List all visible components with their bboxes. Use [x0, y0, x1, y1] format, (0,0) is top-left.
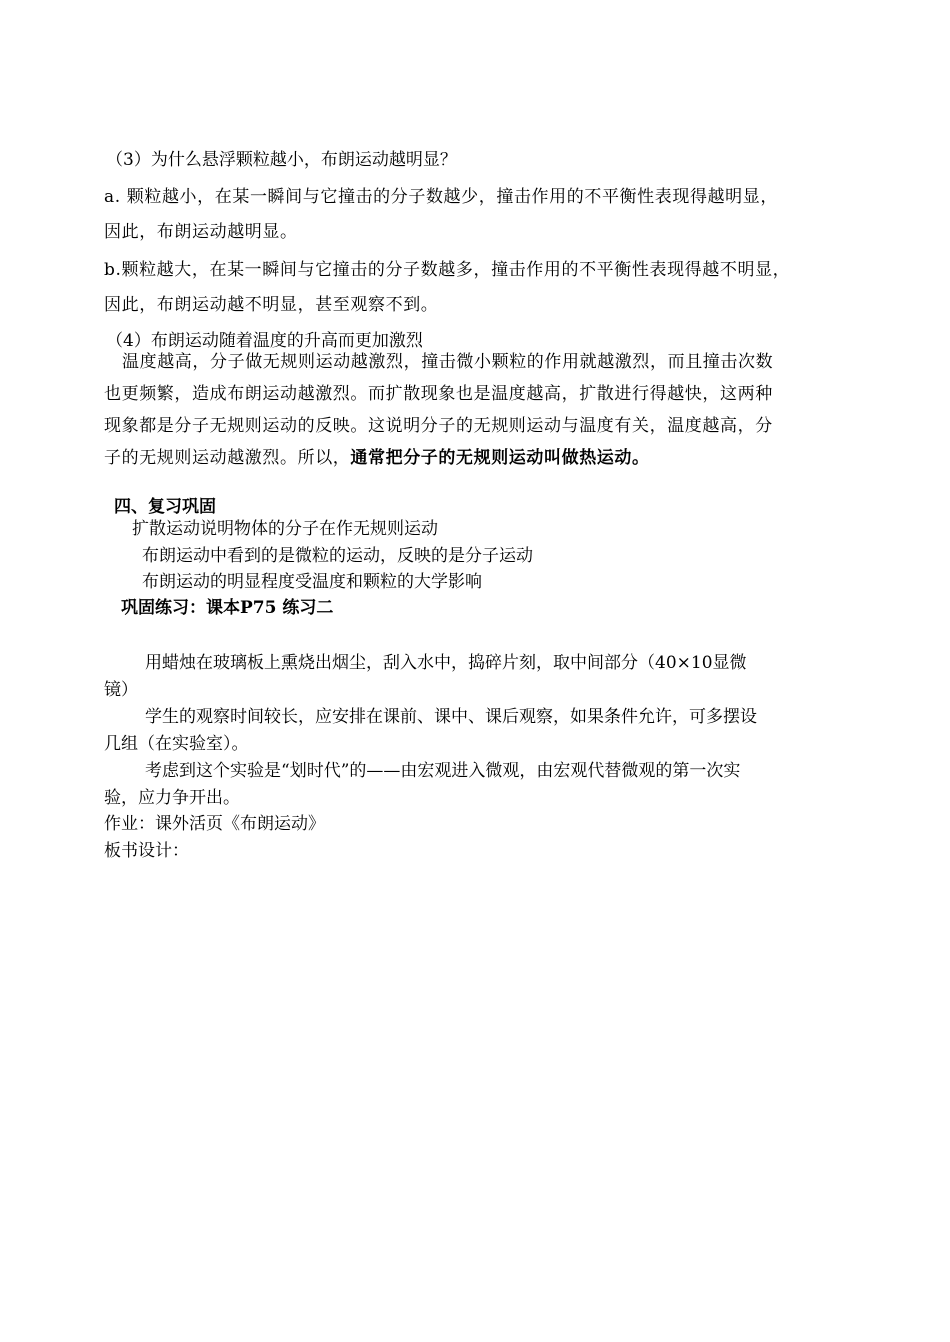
point-b-line1: b.颗粒越大，在某一瞬间与它撞击的分子数越多，撞击作用的不平衡性表现得越不明显， [104, 260, 791, 280]
section3-heading: （3）为什么悬浮颗粒越小，布朗运动越明显？ [106, 150, 457, 170]
review-item-2: 布朗运动中看到的是微粒的运动，反映的是分子运动 [142, 546, 533, 566]
section4-para-line2: 也更频繁，造成布朗运动越激烈。而扩散现象也是温度越高，扩散进行得越快，这两种 [104, 384, 773, 404]
section4-para-line1: 温度越高，分子做无规则运动越激烈，撞击微小颗粒的作用就越激烈，而且撞击次数 [122, 352, 774, 372]
section4-para-line4 [104, 447, 650, 469]
section4-heading: （4）布朗运动随着温度的升高而更加激烈 [106, 331, 423, 351]
review-item-1: 扩散运动说明物体的分子在作无规则运动 [132, 519, 438, 539]
homework-line: 作业：课外活页《布朗运动》 [104, 814, 325, 834]
section4-para-line3: 现象都是分子无规则运动的反映。这说明分子的无规则运动与温度有关，温度越高，分 [104, 416, 773, 436]
heat-motion-definition: 通常把分子的无规则运动叫做热运动。 [350, 448, 650, 468]
note2-line2: 几组（在实验室）。 [104, 734, 249, 754]
board-design-label: 板书设计： [104, 841, 189, 861]
review-item-3: 布朗运动的明显程度受温度和颗粒的大学影响 [142, 572, 482, 592]
note3-line1: 考虑到这个实验是“划时代”的——由宏观进入微观，由宏观代替微观的第一次实 [145, 761, 741, 781]
point-a-line1: a. 颗粒越小，在某一瞬间与它撞击的分子数越少，撞击作用的不平衡性表现得越明显， [104, 187, 778, 207]
note3-line2: 验，应力争开出。 [104, 788, 240, 808]
note1-line2: 镜） [104, 680, 138, 700]
point-a-line2: 因此，布朗运动越明显。 [104, 222, 298, 242]
review-heading: 四、复习巩固 [114, 497, 216, 517]
note1-line1: 用蜡烛在玻璃板上熏烧出烟尘，刮入水中，捣碎片刻，取中间部分（40×10显微 [145, 653, 747, 673]
note2-line1: 学生的观察时间较长，应安排在课前、课中、课后观察，如果条件允许，可多摆设 [145, 707, 757, 727]
point-b-line2: 因此，布朗运动越不明显，甚至观察不到。 [104, 295, 439, 315]
section4-para-text: 子的无规则运动越激烈。所以， [104, 448, 351, 468]
exercise-line: 巩固练习：课本P75 练习二 [121, 598, 334, 618]
